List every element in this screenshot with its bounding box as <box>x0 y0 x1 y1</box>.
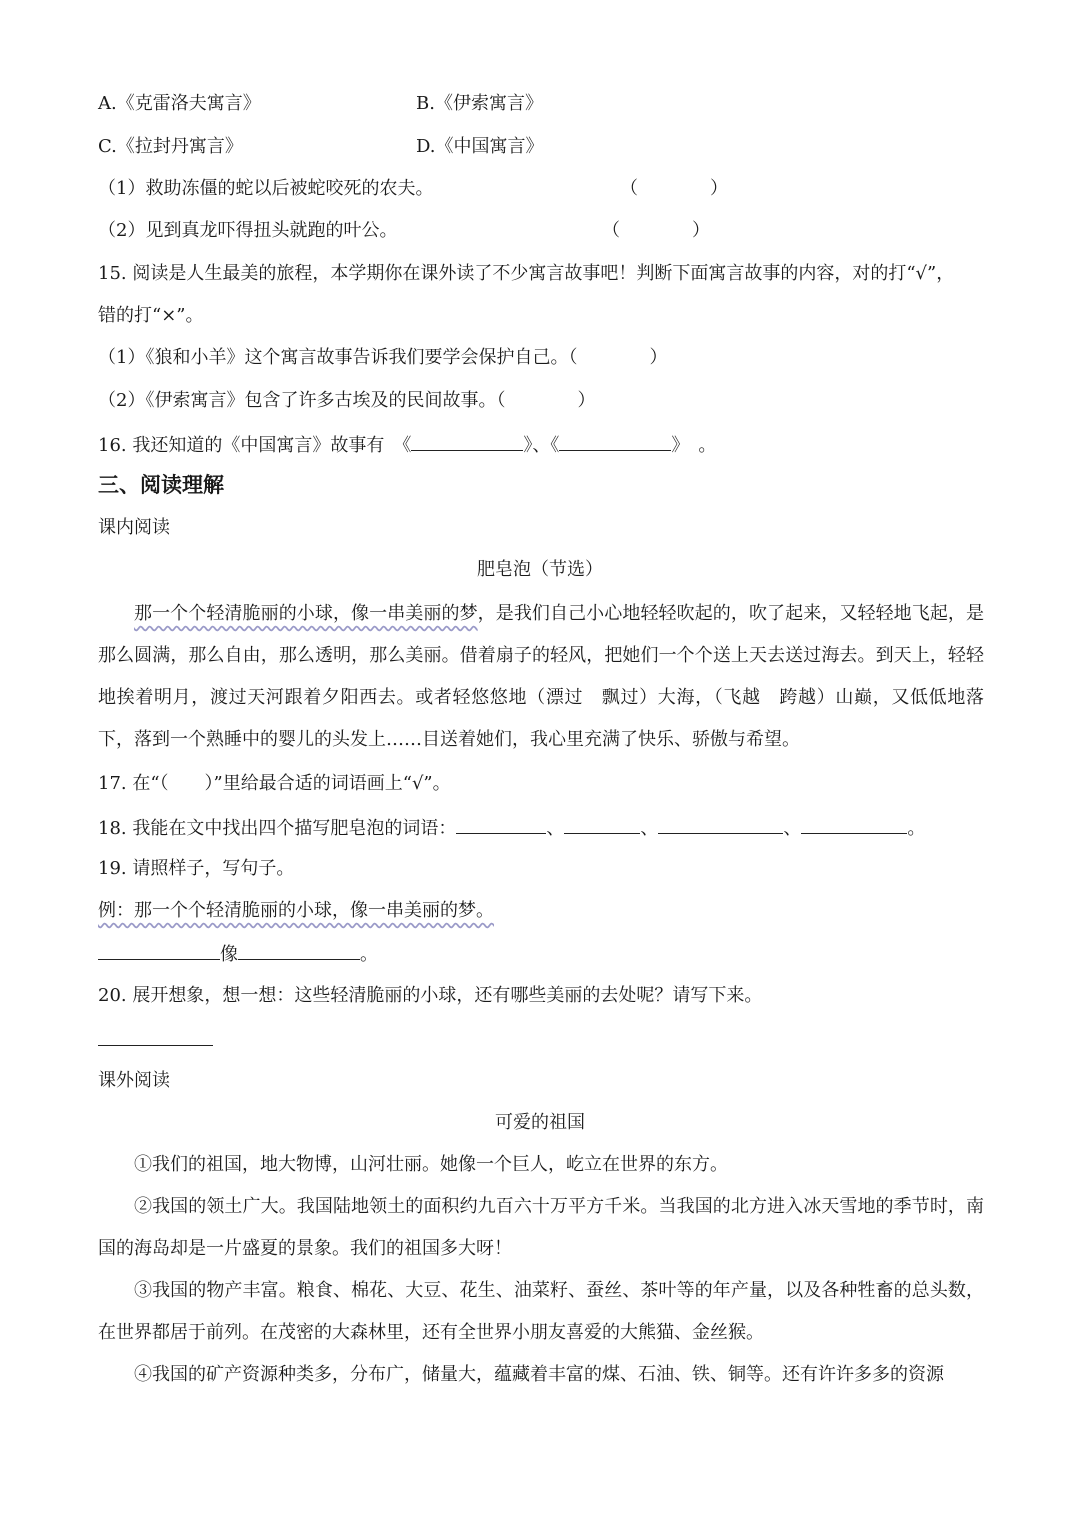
q15-prompt-line1: 15. 阅读是人生最美的旅程，本学期你在课外读了不少寓言故事吧！判断下面寓言故事的内容，对的打“√”， <box>98 263 955 284</box>
q19-blank-2[interactable] <box>238 941 360 960</box>
q18-prefix: 18. 我能在文中找出四个描写肥皂泡的词语： <box>98 818 457 839</box>
option-b: B.《伊索寓言》 <box>416 93 543 114</box>
q15-item-1: （1）《狼和小羊》这个寓言故事告诉我们要学会保护自己。（ ） <box>98 347 668 368</box>
q14-item-2-text: （2）见到真龙吓得扭头就跑的叶公。 <box>98 220 398 241</box>
q18-blank-4[interactable] <box>801 815 907 834</box>
passage2-para-4: ④我国的矿产资源种类多，分布广，储量大，蕴藏着丰富的煤、石油、铁、铜等。还有许许多多的资源 <box>134 1364 944 1385</box>
q20-prompt: 20. 展开想象，想一想：这些轻清脆丽的小球，还有哪些美丽的去处呢？请写下来。 <box>98 985 763 1006</box>
passage2-title: 可爱的祖国 <box>495 1112 585 1133</box>
q17-prompt: 17. 在“（ ）”里给最合适的词语画上“√”。 <box>98 773 451 794</box>
option-c: C.《拉封丹寓言》 <box>98 136 243 157</box>
q19-prompt: 19. 请照样子，写句子。 <box>98 858 295 879</box>
q19-example <box>98 899 494 923</box>
q14-item-1 <box>98 177 433 201</box>
q16-blank-2[interactable] <box>559 432 671 451</box>
q14-item-1-text: （1）救助冻僵的蛇以后被蛇咬死的农夫。 <box>98 178 434 199</box>
q18-sep-3: 、 <box>783 818 802 839</box>
q14-item-2-answer-paren[interactable]: （ ） <box>602 220 710 241</box>
q16-blank-1[interactable] <box>411 432 523 451</box>
passage1-rest: ，是我们自己小心地轻轻吹起的，吹了起来，又轻轻地飞起，是那么圆满，那么自由，那么透明，那么美丽。借着扇子的轻风，把她们一个个送上天去送过海去。到天上，轻轻地挨着明月，渡过天河跟着夕阳西去。或者轻悠悠地（漂过 飘过）大海，（飞越 跨越）山巅，又低低地落下，落到一个熟睡中的婴儿的头发上……目送着她们，我心里充满了快乐、骄傲与希望。 <box>98 603 985 750</box>
q19-answer-line <box>98 941 378 967</box>
q18-blank-1[interactable] <box>456 815 546 834</box>
passage1-title: 肥皂泡（节选） <box>477 559 603 580</box>
inclass-reading-label: 课内阅读 <box>98 517 170 538</box>
section-heading: 三、阅读理解 <box>98 472 224 497</box>
q18-blank-3[interactable] <box>658 815 783 834</box>
option-a: A.《克雷洛夫寓言》 <box>98 93 261 114</box>
q19-like: 像 <box>220 944 238 965</box>
q16-mid: 》、《 <box>523 435 560 456</box>
q16-line <box>98 432 716 458</box>
outclass-reading-label: 课外阅读 <box>98 1070 170 1091</box>
passage1-underlined-sentence: 那一个个轻清脆丽的小球，像一串美丽的梦 <box>134 603 478 624</box>
passage2-para-3: ③我国的物产丰富。粮食、棉花、大豆、花生、油菜籽、蚕丝、茶叶等的年产量，以及各种牲畜的总头数，在世界都居于前列。在茂密的大森林里，还有全世界小朋友喜爱的大熊猫、金丝猴。 <box>98 1280 984 1343</box>
q19-end: 。 <box>360 944 378 965</box>
q18-line <box>98 815 925 841</box>
passage1-body <box>98 593 984 761</box>
q16-suffix: 》 。 <box>671 435 717 456</box>
q18-end: 。 <box>907 818 926 839</box>
q18-sep-1: 、 <box>546 818 565 839</box>
passage2-para-2: ②我国的领土广大。我国陆地领土的面积约九百六十万平方千米。当我国的北方进入冰天雪地的季节时，南国的海岛却是一片盛夏的景象。我们的祖国多大呀！ <box>98 1196 984 1259</box>
q14-item-1-answer-paren[interactable]: （ ） <box>620 178 728 199</box>
q18-sep-2: 、 <box>640 818 659 839</box>
q15-prompt-line2: 错的打“×”。 <box>98 305 204 326</box>
q19-blank-1[interactable] <box>98 941 220 960</box>
q19-example-text: 例：那一个个轻清脆丽的小球，像一串美丽的梦。 <box>98 900 494 921</box>
option-d: D.《中国寓言》 <box>416 136 544 157</box>
q16-prefix: 16. 我还知道的《中国寓言》故事有 《 <box>98 435 412 456</box>
q18-blank-2[interactable] <box>564 815 640 834</box>
q15-item-2: （2）《伊索寓言》包含了许多古埃及的民间故事。（ ） <box>98 390 596 411</box>
passage2-para-1: ①我们的祖国，地大物博，山河壮丽。她像一个巨人，屹立在世界的东方。 <box>134 1154 728 1175</box>
q14-item-2 <box>98 219 397 243</box>
q20-answer-line[interactable] <box>98 1045 213 1046</box>
